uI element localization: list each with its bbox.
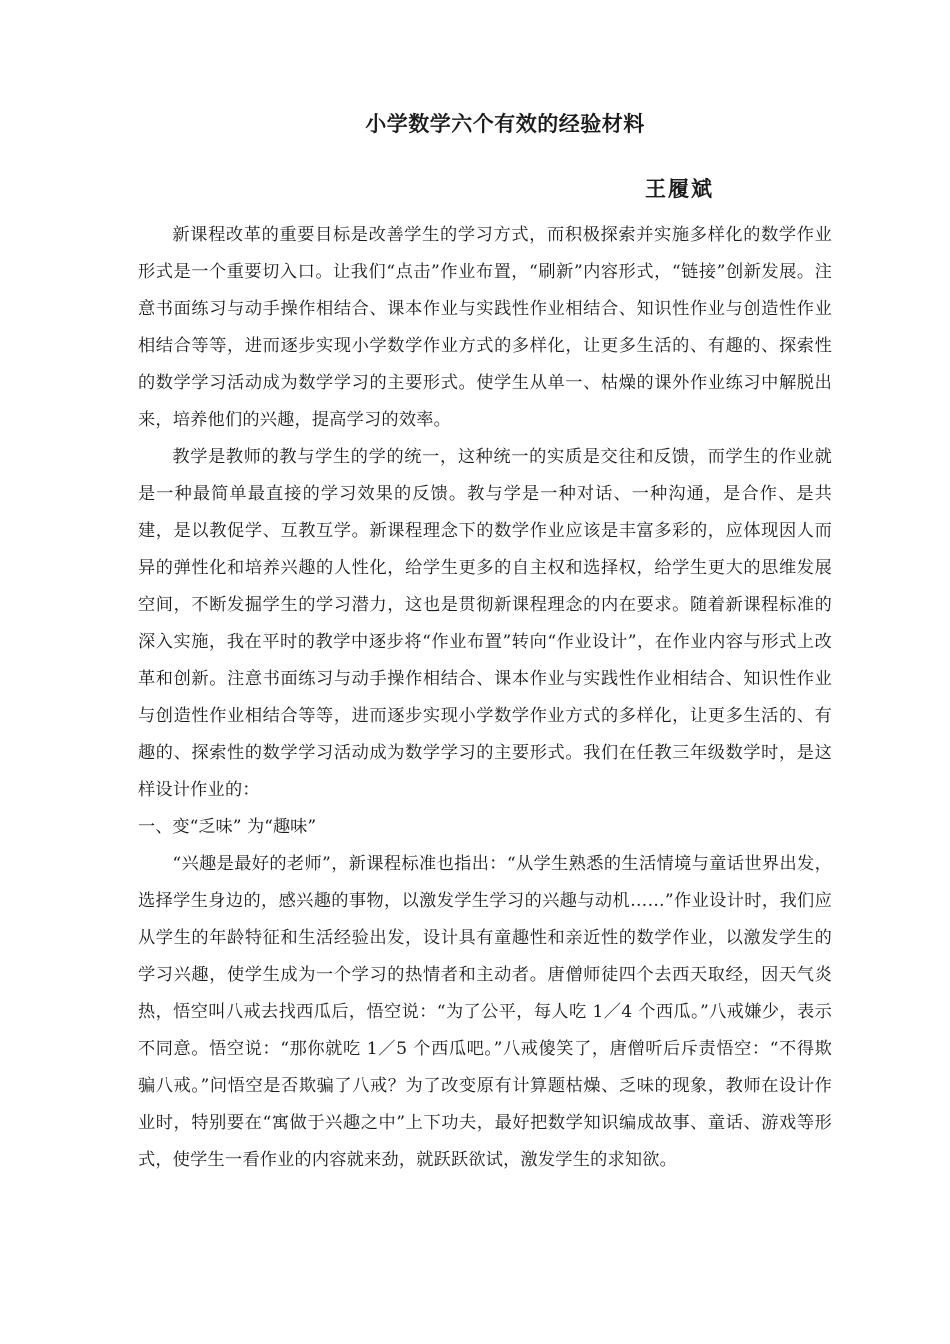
document-title: 小学数学六个有效的经验材料 <box>365 111 645 136</box>
section-heading: 一、变“乏味” 为“趣味” <box>138 817 317 837</box>
body-paragraph-1: 新课程改革的重要目标是改善学生的学习方式，而积极探索并实施多样化的数学作业形式是一个重要切入口。让我们“点击”作业布置，“刷新”内容形式，“链接”创新发展。注意书面练习与动手操作相结合、课本作业与实践性作业相结合、知识性作业与创造性作业相结合等等，进而逐步实现小学数学作业方式的多样化，让更多生活的、有趣的、探索性的数学学习活动成为数学学习的主要形式。使学生从单一、枯燥的课外作业练习中解脱出来，培养他们的兴趣，提高学习的效率。 <box>138 225 832 430</box>
body-paragraph-2: 教学是教师的教与学生的学的统一，这种统一的实质是交往和反馈，而学生的作业就是一种最简单最直接的学习效果的反馈。教与学是一种对话、一种沟通，是合作、是共建，是以教促学、互教互学。新课程理念下的数学作业应该是丰富多彩的，应体现因人而异的弹性化和培养兴趣的人性化，给学生更多的自主权和选择权，给学生更大的思维发展空间，不断发掘学生的学习潜力，这也是贯彻新课程理念的内在要求。随着新课程标准的深入实施，我在平时的教学中逐步将“作业布置”转向“作业设计”，在作业内容与形式上改革和创新。注意书面练习与动手操作相结合、课本作业与实践性作业相结合、知识性作业与创造性作业相结合等等，进而逐步实现小学数学作业方式的多样化，让更多生活的、有趣的、探索性的数学学习活动成为数学学习的主要形式。我们在任教三年级数学时，是这样设计作业的： <box>138 447 832 800</box>
section-paragraph: “兴趣是最好的老师”，新课程标准也指出：“从学生熟悉的生活情境与童话世界出发，选择学生身边的，感兴趣的事物，以激发学生学习的兴趣与动机……”作业设计时，我们应从学生的年龄特征和生活经验出发，设计具有童趣性和亲近性的数学作业，以激发学生的学习兴趣，使学生成为一个学习的热情者和主动者。唐僧师徒四个去西天取经，因天气炎热，悟空叫八戒去找西瓜后，悟空说：“为了公平，每人吃 1／4 个西瓜。”八戒嫌少，表示不同意。悟空说：“那你就吃 1／5 个西瓜吧。”八戒傻笑了，唐僧听后斥责悟空：“不得欺骗八戒。”问悟空是否欺骗了八戒？为了改变原有计算题枯燥、乏味的现象，教师在设计作业时，特别要在“寓做于兴趣之中”上下功夫，最好把数学知识编成故事、童话、游戏等形式，使学生一看作业的内容就来劲，就跃跃欲试，激发学生的求知欲。 <box>138 854 832 1170</box>
document-author: 王履斌 <box>645 176 714 201</box>
